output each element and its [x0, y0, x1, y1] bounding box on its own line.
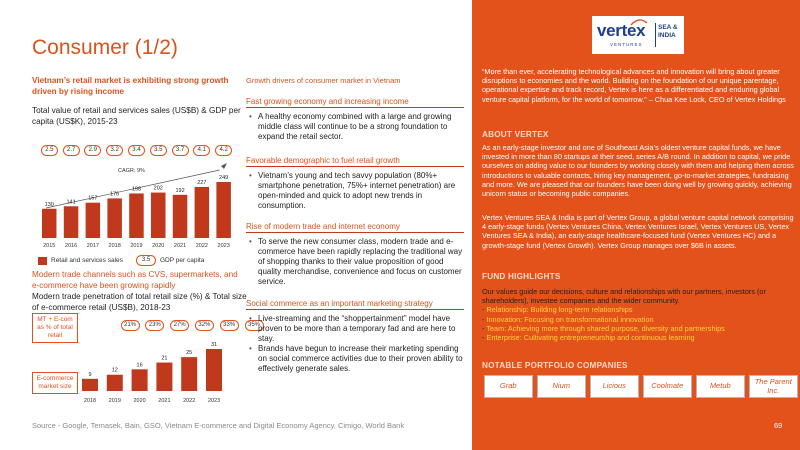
driver-bullets	[246, 171, 464, 211]
ecom-value-label: 16	[136, 362, 143, 369]
year-tick-label: 2018	[83, 398, 97, 404]
mt-ecom-share-label: MT + E-com as % of total retail	[32, 313, 78, 343]
portfolio-companies	[484, 375, 794, 398]
driver-section	[246, 299, 464, 374]
year-tick-label: 2022	[195, 243, 208, 249]
driver-section-heading: Favorable demographic to fuel retail growth	[246, 156, 464, 167]
legend-swatch-sales	[38, 257, 47, 265]
portfolio-company: Nium	[537, 375, 586, 398]
fund-values-list	[482, 305, 794, 342]
fund-value-text: Cultivating entrepreneurship and continuous learning	[521, 333, 695, 343]
gdp-pill: 3.7	[172, 145, 189, 156]
year-tick-label: 2021	[173, 243, 187, 249]
ecom-market-size-label: E-commerce market size	[32, 372, 78, 394]
legend-label-sales: Retail and services sales	[51, 257, 123, 264]
sales-bar	[151, 193, 166, 238]
driver-bullet: • A healthy economy combined with a large and growing middle class will continue to be a strong foundation to expand the retail sector.	[246, 112, 464, 142]
year-tick-label: 2020	[133, 398, 146, 404]
retail-chart-subtitle: Total value of retail and services sales (US$B) & GDP per capita (US$K), 2015-23	[32, 106, 241, 126]
fund-value-item	[482, 333, 794, 342]
dash-marker: -	[482, 323, 487, 333]
page-title: Consumer (1/2)	[32, 36, 178, 59]
gdp-pill: 3.2	[106, 145, 123, 156]
ecom-value-label: 21	[161, 355, 168, 362]
driver-section-heading: Fast growing economy and increasing income	[246, 97, 464, 108]
sales-bar	[42, 209, 57, 238]
about-paragraph-1: As an early-stage investor and one of Southeast Asia’s oldest venture capital funds, we have invested in more than 80 startups at their seed, series A/B round. In addition to capital, we pride ourselves on adding value to our founders by working closely with them and helping them across introductions to valuable contacts, hiring key management, go-to-market strategies, fundraising and more. We are pleased that our founders have been doing well by growing quickly, achieving unicorn status or becoming public companies.	[482, 143, 794, 199]
ecom-bar	[82, 379, 98, 391]
year-tick-label: 2023	[207, 398, 221, 404]
fund-value-item	[482, 315, 794, 324]
year-tick-label: 2021	[158, 398, 171, 404]
driver-bullet: • To serve the new consumer class, modern trade and e-commerce have been rapidly replacing the traditional way of shopping thanks to their value proposition of good quality merchandise, convenience and focus on customer service.	[246, 237, 464, 287]
sales-value-label: 198	[131, 186, 142, 193]
portfolio-company: The Parent Inc.	[749, 375, 798, 398]
driver-section	[246, 222, 464, 287]
sales-value-label: 249	[219, 175, 229, 181]
driver-section	[246, 97, 464, 142]
year-tick-label: 2022	[183, 398, 196, 404]
sales-bar	[173, 195, 188, 238]
fund-highlights	[482, 287, 794, 342]
about-paragraph-2: Vertex Ventures SEA & India is part of Vertex Group, a global venture capital network comprising 4 early-stage funds (Vertex Ventures China, Vertex Ventures Israel, Vertex Ventures US, Vertex Ventures SEA & India), an early-stage healthcare-focused fund (Vertex Ventures HC) and a growth-stage fund (Vertex Growth). Vertex Group manages over $6B in assets.	[482, 213, 794, 250]
dash-marker: -	[482, 305, 487, 315]
sales-bar	[64, 206, 79, 238]
sales-bar	[86, 203, 101, 238]
fund-value-item	[482, 305, 794, 314]
sales-value-label: 130	[44, 201, 54, 208]
sales-bar	[129, 193, 144, 238]
cagr-label: CAGR: 9%	[118, 168, 145, 174]
sales-value-label: 202	[153, 185, 163, 192]
source-note: Source - Google, Temasek, Bain, GSO, Vietnam E-commerce and Digital Economy Agency, Cimigo, World Bank	[32, 421, 405, 430]
year-tick-label: 2023	[217, 243, 230, 249]
fund-intro: Our values guide our decisions, culture and relationships with our partners, investors (or shareholders), investee companies and the wider community.	[482, 287, 766, 306]
fund-value-key: Innovation:	[486, 314, 523, 324]
penetration-pill: 21%	[121, 320, 140, 331]
fund-value-item	[482, 324, 794, 333]
fund-value-text: Achieving more through shared purpose, diversity and partnerships	[506, 323, 725, 333]
gdp-pill: 2.5	[41, 145, 58, 156]
dash-marker: -	[482, 314, 487, 324]
sales-value-label: 157	[88, 195, 98, 202]
cagr-arrow-head	[221, 163, 227, 169]
gdp-pill: 4.2	[215, 145, 232, 156]
sales-value-label: 227	[197, 179, 207, 186]
portfolio-company: Grab	[484, 375, 533, 398]
gdp-pill: 2.7	[63, 145, 80, 156]
logo-wordmark: vertex	[597, 21, 646, 40]
modern-trade-chart-subtitle: Modern trade penetration of total retail size (%) & Total size of e-commerce retail (US$B), 2018-23	[32, 292, 247, 312]
ecommerce-size-chart	[40, 327, 245, 409]
gdp-per-capita-row	[32, 145, 242, 157]
driver-section	[246, 156, 464, 211]
fund-value-key: Team:	[486, 323, 507, 333]
driver-section-heading: Rise of modern trade and internet economy	[246, 222, 464, 233]
logo-ventures: VENTURES	[610, 42, 643, 47]
year-tick-label: 2018	[108, 243, 121, 249]
ecom-bar	[206, 349, 222, 391]
fund-value-text: Focusing on transformational innovation	[522, 314, 654, 324]
logo-region-line2: INDIA	[658, 32, 676, 39]
fund-value-text: Building long-term relationships	[528, 305, 633, 315]
portfolio-company: Metub	[696, 375, 745, 398]
ecom-value-label: 31	[210, 342, 218, 348]
gdp-pill: 4.1	[193, 145, 210, 156]
sales-bar	[195, 187, 210, 238]
year-tick-label: 2019	[130, 243, 143, 249]
page-number: 69	[774, 421, 783, 430]
logo-divider	[655, 23, 656, 47]
legend-label-gdp: GDP per capita	[160, 257, 205, 264]
penetration-pill: 27%	[170, 320, 189, 331]
driver-bullets	[246, 237, 464, 287]
driver-bullet: • Live-streaming and the “shoppertainment” model have proven to be more than a temporary fad and are here to stay.	[246, 314, 464, 344]
growth-driver-sections	[246, 97, 464, 374]
driver-bullets	[246, 314, 464, 374]
sales-bar	[107, 198, 122, 238]
driver-bullets	[246, 112, 464, 142]
growth-drivers	[246, 76, 464, 386]
sales-bar	[216, 182, 231, 238]
portfolio-company: Coolmate	[643, 375, 692, 398]
driver-bullet: • Vietnam’s young and tech savvy population (80%+ smartphone penetration, 75%+ internet penetration) are open-minded and quick to adopt new trends in consumption.	[246, 171, 464, 211]
modern-trade-heading: Modern trade channels such as CVS, supermarkets, and e-commerce have been growing rapidly	[32, 270, 238, 290]
fund-value-key: Enterprise:	[486, 333, 522, 343]
sales-value-label: 192	[175, 187, 185, 194]
retail-growth-heading: Vietnam’s retail market is exhibiting strong growth driven by rising income	[32, 76, 229, 96]
year-tick-label: 2015	[43, 243, 56, 249]
portfolio-heading: NOTABLE PORTFOLIO COMPANIES	[482, 361, 628, 370]
legend-gdp-pill: 3.5	[136, 255, 156, 266]
logo-region	[658, 24, 678, 40]
year-tick-label: 2020	[152, 243, 165, 249]
ecom-bar	[107, 375, 123, 391]
dash-marker: -	[482, 333, 487, 343]
growth-drivers-title: Growth drivers of consumer market in Vietnam	[246, 76, 401, 85]
gdp-pill: 3.5	[150, 145, 167, 156]
driver-section-heading: Social commerce as an important marketing strategy	[246, 299, 464, 310]
fund-highlights-heading: FUND HIGHLIGHTS	[482, 272, 561, 281]
sales-value-label: 141	[66, 199, 76, 206]
ecom-value-label: 9	[88, 371, 92, 378]
year-tick-label: 2016	[64, 243, 78, 249]
ecom-bar	[181, 357, 197, 391]
penetration-pill: 23%	[145, 320, 164, 331]
penetration-pill: 35%	[245, 320, 264, 331]
penetration-pill: 33%	[220, 320, 239, 331]
year-tick-label: 2019	[108, 398, 121, 404]
logo-region-line1: SEA &	[658, 24, 678, 31]
ecom-bar	[132, 369, 148, 391]
about-heading: ABOUT VERTEX	[482, 130, 549, 139]
sales-value-label: 176	[110, 191, 120, 198]
vertex-logo	[592, 16, 684, 54]
ecom-bar	[156, 363, 172, 391]
gdp-pill: 3.4	[128, 145, 145, 156]
gdp-pill: 2.9	[84, 145, 101, 156]
ceo-quote: “More than ever, accelerating technological advances and innovation will bring about greater disruptions to economies and the world. Building on the foundation of our unique parentage, operational expertise and track record, Vertex is here as a differentiated and enduring global venture capital platform, for the world of tomorrow.” – Chua Kee Lock, CEO of Vertex Holdings	[482, 67, 786, 104]
portfolio-company: Licious	[590, 375, 639, 398]
retail-sales-chart	[40, 158, 245, 253]
fund-value-key: Relationship:	[486, 305, 529, 315]
ecom-value-label: 25	[186, 350, 193, 357]
penetration-pill: 32%	[195, 320, 214, 331]
ecom-value-label: 12	[111, 367, 118, 374]
driver-bullet: • Brands have begun to increase their marketing spending on social commerce activities due to their proven ability to effectively generate sales.	[246, 344, 464, 374]
year-tick-label: 2017	[86, 243, 99, 249]
